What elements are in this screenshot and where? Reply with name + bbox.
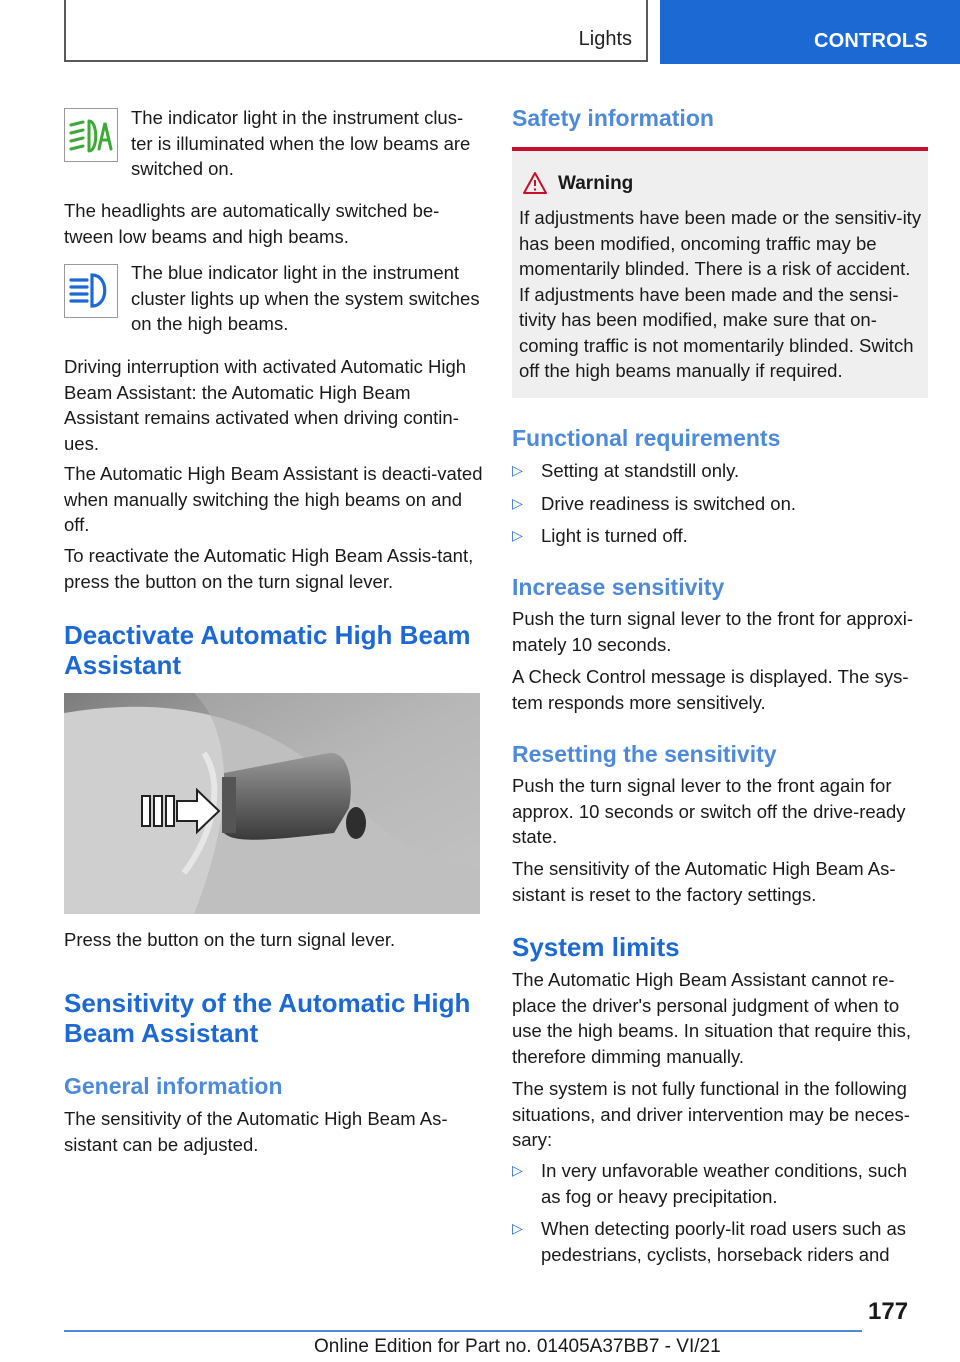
warning-box xyxy=(512,147,928,398)
increase-paragraph-2: A Check Control message is displayed. The sys‐tem responds more sensitively. xyxy=(512,666,909,713)
reset-heading: Resetting the sensitivity xyxy=(512,741,777,767)
turn-signal-lever-image xyxy=(64,693,480,914)
page-number: 177 xyxy=(868,1298,909,1325)
warning-title: Warning xyxy=(558,173,634,194)
list-item: ▷ Setting at standstill only. xyxy=(512,458,928,484)
indicator-high-text: The blue indicator light in the instrument cluster lights up when the system switches on the high beams. xyxy=(131,262,480,334)
general-info-paragraph: The sensitivity of the Automatic High Beam As‐sistant can be adjusted. xyxy=(64,1108,448,1155)
triangle-bullet-icon: ▷ xyxy=(512,495,523,511)
footer-divider xyxy=(64,1330,862,1332)
deactivate-heading: Deactivate Automatic High Beam Assistant xyxy=(64,620,471,680)
reactivate-paragraph: To reactivate the Automatic High Beam Assis‐tant, press the button on the turn signal lever. xyxy=(64,545,474,592)
auto-switch-paragraph: The headlights are automatically switched be‐tween low beams and high beams. xyxy=(64,200,440,247)
general-info-heading: General information xyxy=(64,1073,283,1099)
edition-text: Online Edition for Part no. 01405A37BB7 - VI/21 xyxy=(314,1336,721,1357)
chapter-title: CONTROLS xyxy=(814,30,928,52)
limits-paragraph-1: The Automatic High Beam Assistant cannot re‐place the driver's personal judgment of when to use the high beams. In situation that require this, therefore dimming manually. xyxy=(512,969,912,1067)
section-title: Lights xyxy=(578,28,632,50)
functional-heading: Functional requirements xyxy=(512,425,781,451)
list-item: ▷ In very unfavorable weather conditions, such as fog or heavy precipitation. xyxy=(512,1160,908,1207)
triangle-bullet-icon: ▷ xyxy=(512,527,523,543)
reset-paragraph-2: The sensitivity of the Automatic High Beam As‐sistant is reset to the factory settings. xyxy=(512,858,896,905)
system-limits-heading: System limits xyxy=(512,932,680,962)
list-item: ▷ Drive readiness is switched on. xyxy=(512,491,928,517)
low-beam-assist-icon xyxy=(64,108,118,162)
triangle-bullet-icon: ▷ xyxy=(512,1162,523,1178)
chapter-tab[interactable] xyxy=(660,0,960,64)
list-item: ▷ Light is turned off. xyxy=(512,523,928,549)
triangle-bullet-icon: ▷ xyxy=(512,1220,523,1236)
interruption-paragraph: Driving interruption with activated Automatic High Beam Assistant: the Automatic High Beam Assistant remains activated when driving contin‐ues. xyxy=(64,356,467,454)
reset-paragraph-1: Push the turn signal lever to the front again for approx. 10 seconds or switch off the drive-ready state. xyxy=(512,775,906,847)
sensitivity-heading: Sensitivity of the Automatic High Beam Assistant xyxy=(64,988,471,1048)
warning-text: If adjustments have been made or the sensitiv‐ity has been modified, oncoming traffic may be momentarily blinded. There is a risk of accident. If adjustments have been made and the sensi‐tivity has been modified, make sure that on‐coming traffic is not momentarily blinded. Switch off the high beams manually if required. xyxy=(519,207,922,381)
increase-paragraph-1: Push the turn signal lever to the front for approxi‐mately 10 seconds. xyxy=(512,608,914,655)
safety-heading: Safety information xyxy=(512,105,714,131)
high-beam-icon xyxy=(64,264,118,318)
triangle-bullet-icon: ▷ xyxy=(512,462,523,478)
increase-heading: Increase sensitivity xyxy=(512,574,725,600)
deactivated-paragraph: The Automatic High Beam Assistant is deacti‐vated when manually switching the high beams on and off. xyxy=(64,463,483,535)
header-bar xyxy=(64,0,648,62)
warning-triangle-icon xyxy=(522,171,548,200)
list-item: ▷ When detecting poorly-lit road users such as pedestrians, cyclists, horseback riders and xyxy=(512,1218,907,1265)
limits-paragraph-2: The system is not fully functional in the following situations, and driver intervention may be neces‐sary: xyxy=(512,1078,910,1150)
image-caption: Press the button on the turn signal lever. xyxy=(64,929,396,950)
indicator-low-text: The indicator light in the instrument clus‐ter is illuminated when the low beams are switched on. xyxy=(131,107,471,179)
